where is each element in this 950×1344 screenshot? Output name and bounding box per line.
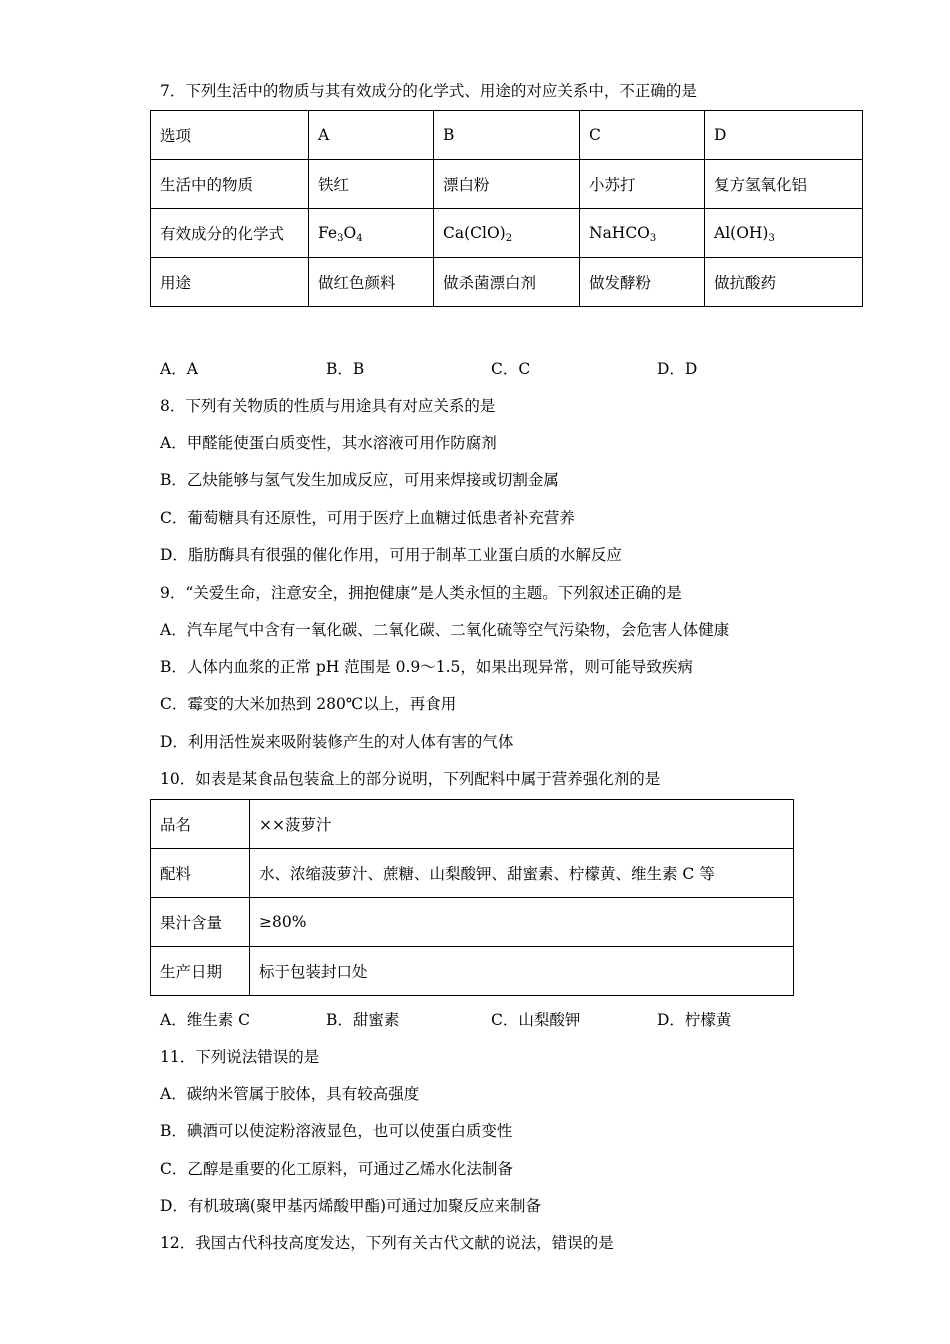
formula-cell: $Al(OH)_3$ [705,209,863,258]
q10-option-d[interactable]: D．柠檬黄 [657,1011,732,1029]
q10-table [150,799,794,996]
q9-option-c[interactable]: C．霉变的大米加热到 280℃以上，再食用 [160,695,457,713]
table-row [151,898,794,947]
q7-stem: 7．下列生活中的物质与其有效成分的化学式、用途的对应关系中，不正确的是 [160,82,697,100]
q8-option-d[interactable]: D．脂肪酶具有很强的催化作用，可用于制革工业蛋白质的水解反应 [160,546,622,564]
q9-option-a[interactable]: A．汽车尾气中含有一氧化碳、二氧化碳、二氧化硫等空气污染物，会危害人体健康 [160,621,730,639]
table-row [151,111,863,160]
table-cell: 小苏打 [580,160,705,209]
q9-option-d[interactable]: D．利用活性炭来吸附装修产生的对人体有害的气体 [160,733,514,751]
table-cell: 漂白粉 [434,160,580,209]
table-cell: 选项 [151,111,309,160]
q8-stem: 8．下列有关物质的性质与用途具有对应关系的是 [160,397,496,415]
q8-option-b[interactable]: B．乙炔能够与氢气发生加成反应，可用来焊接或切割金属 [160,471,559,489]
q9-option-b[interactable]: B．人体内血浆的正常 pH 范围是 0.9～1.5，如果出现异常，则可能导致疾病 [160,658,693,676]
q7-option-d[interactable]: D．D [657,360,698,378]
table-cell: 铁红 [309,160,434,209]
q11-option-c[interactable]: C．乙醇是重要的化工原料，可通过乙烯水化法制备 [160,1160,513,1178]
table-cell: 生活中的物质 [151,160,309,209]
table-cell: 做抗酸药 [705,258,863,307]
table-cell: A [309,111,434,160]
table-cell: 有效成分的化学式 [151,209,309,258]
table-cell: 果汁含量 [151,898,250,947]
q7-option-c[interactable]: C．C [491,360,531,378]
table-row [151,258,863,307]
q10-option-b[interactable]: B．甜蜜素 [326,1011,400,1029]
table-cell: C [580,111,705,160]
table-cell: 做红色颜料 [309,258,434,307]
q10-option-a[interactable]: A．维生素 C [160,1011,250,1029]
table-cell: 品名 [151,800,250,849]
q11-option-a[interactable]: A．碳纳米管属于胶体，具有较高强度 [160,1085,420,1103]
table-cell: 生产日期 [151,947,250,996]
table-row [151,800,794,849]
q12-stem: 12．我国古代科技高度发达，下列有关古代文献的说法，错误的是 [160,1234,614,1252]
table-cell: 复方氢氧化铝 [705,160,863,209]
formula-cell: NaHCO$_3$ [580,209,705,258]
table-row [151,849,794,898]
table-cell: 配料 [151,849,250,898]
q10-option-c[interactable]: C．山梨酸钾 [491,1011,581,1029]
q7-table [150,110,863,307]
table-cell: D [705,111,863,160]
table-cell: ≥80% [250,898,794,947]
q7-option-a[interactable]: A．A [160,360,198,378]
table-cell: ××菠萝汁 [250,800,794,849]
table-cell: B [434,111,580,160]
table-cell: 做杀菌漂白剂 [434,258,580,307]
q11-option-b[interactable]: B．碘酒可以使淀粉溶液显色，也可以使蛋白质变性 [160,1122,513,1140]
table-cell: 用途 [151,258,309,307]
table-row [151,160,863,209]
formula-cell: $Fe_3O_4$ [309,209,434,258]
formula-cell: $Ca(ClO)_2$ [434,209,580,258]
q9-stem: 9．“关爱生命，注意安全，拥抱健康”是人类永恒的主题。下列叙述正确的是 [160,584,682,602]
q11-stem: 11．下列说法错误的是 [160,1048,320,1066]
q7-option-b[interactable]: B．B [326,360,365,378]
table-cell: 做发酵粉 [580,258,705,307]
table-row [151,947,794,996]
q8-option-c[interactable]: C．葡萄糖具有还原性，可用于医疗上血糖过低患者补充营养 [160,509,575,527]
q11-option-d[interactable]: D．有机玻璃(聚甲基丙烯酸甲酯)可通过加聚反应来制备 [160,1197,542,1215]
q10-stem: 10．如表是某食品包装盒上的部分说明，下列配料中属于营养强化剂的是 [160,770,661,788]
table-row [151,209,863,258]
table-cell: 标于包装封口处 [250,947,794,996]
q8-option-a[interactable]: A．甲醛能使蛋白质变性，其水溶液可用作防腐剂 [160,434,497,452]
table-cell: 水、浓缩菠萝汁、蔗糖、山梨酸钾、甜蜜素、柠檬黄、维生素 C 等 [250,849,794,898]
